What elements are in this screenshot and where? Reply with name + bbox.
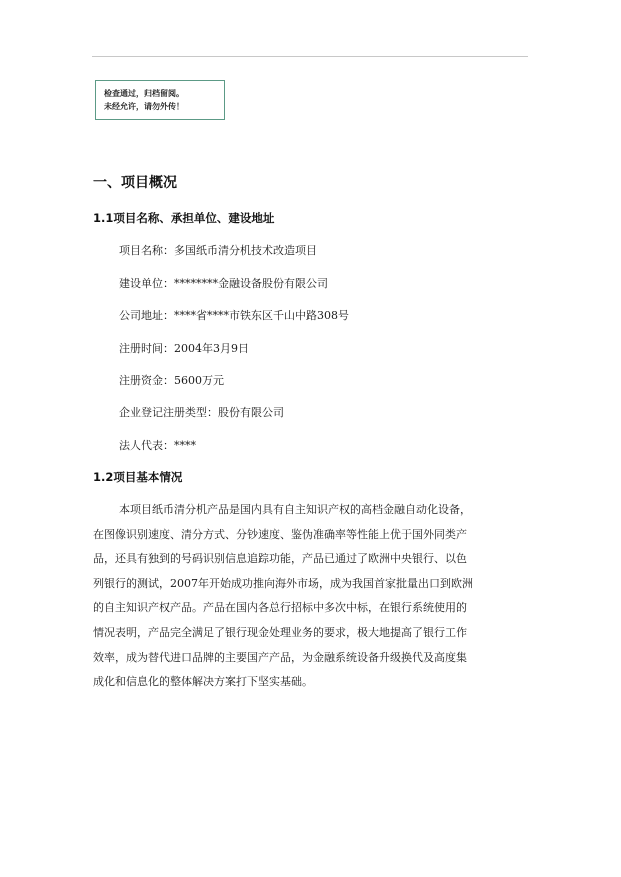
paragraph-line: 成化和信息化的整体解决方案打下坚实基础。 <box>93 675 313 689</box>
field-registration-date: 注册时间：2004年3月9日 <box>119 342 249 355</box>
notice-line-1: 检查通过，归档留阅。 <box>104 89 184 98</box>
field-enterprise-type: 企业登记注册类型：股份有限公司 <box>119 406 284 419</box>
paragraph-line: 列银行的测试，2007年开始成功推向海外市场，成为我国首家批量出口到欧洲 <box>93 576 473 590</box>
header-rule <box>92 56 528 57</box>
project-description-paragraph <box>93 498 525 695</box>
paragraph-line: 在图像识别速度、清分方式、分钞速度、鉴伪准确率等性能上优于国外同类产 <box>93 527 467 541</box>
subsection-heading-1-2: 1.2项目基本情况 <box>93 470 183 484</box>
field-project-name: 项目名称：多国纸币清分机技术改造项目 <box>119 244 317 257</box>
field-legal-representative: 法人代表：**** <box>119 439 196 452</box>
paragraph-line: 本项目纸币清分机产品是国内具有自主知识产权的高档金融自动化设备， <box>119 503 471 516</box>
paragraph-line: 情况表明，产品完全满足了银行现金处理业务的要求，极大地提高了银行工作 <box>93 625 467 639</box>
section-heading-project-overview: 一、项目概况 <box>93 175 177 191</box>
paragraph-line: 的自主知识产权产品。产品在国内各总行招标中多次中标，在银行系统使用的 <box>93 601 467 615</box>
confidential-notice-box <box>95 80 225 120</box>
notice-line-2: 未经允许，请勿外传！ <box>104 102 184 111</box>
paragraph-line: 品，还具有独到的号码识别信息追踪功能，产品已通过了欧洲中央银行、以色 <box>93 552 467 566</box>
subsection-heading-1-1: 1.1项目名称、承担单位、建设地址 <box>93 211 275 225</box>
field-company-address: 公司地址：****省****市铁东区千山中路308号 <box>119 309 349 322</box>
paragraph-line: 效率，成为替代进口品牌的主要国产产品，为金融系统设备升级换代及高度集 <box>93 650 467 664</box>
field-registered-capital: 注册资金：5600万元 <box>119 374 224 387</box>
field-construction-unit: 建设单位：********金融设备股份有限公司 <box>119 277 328 290</box>
